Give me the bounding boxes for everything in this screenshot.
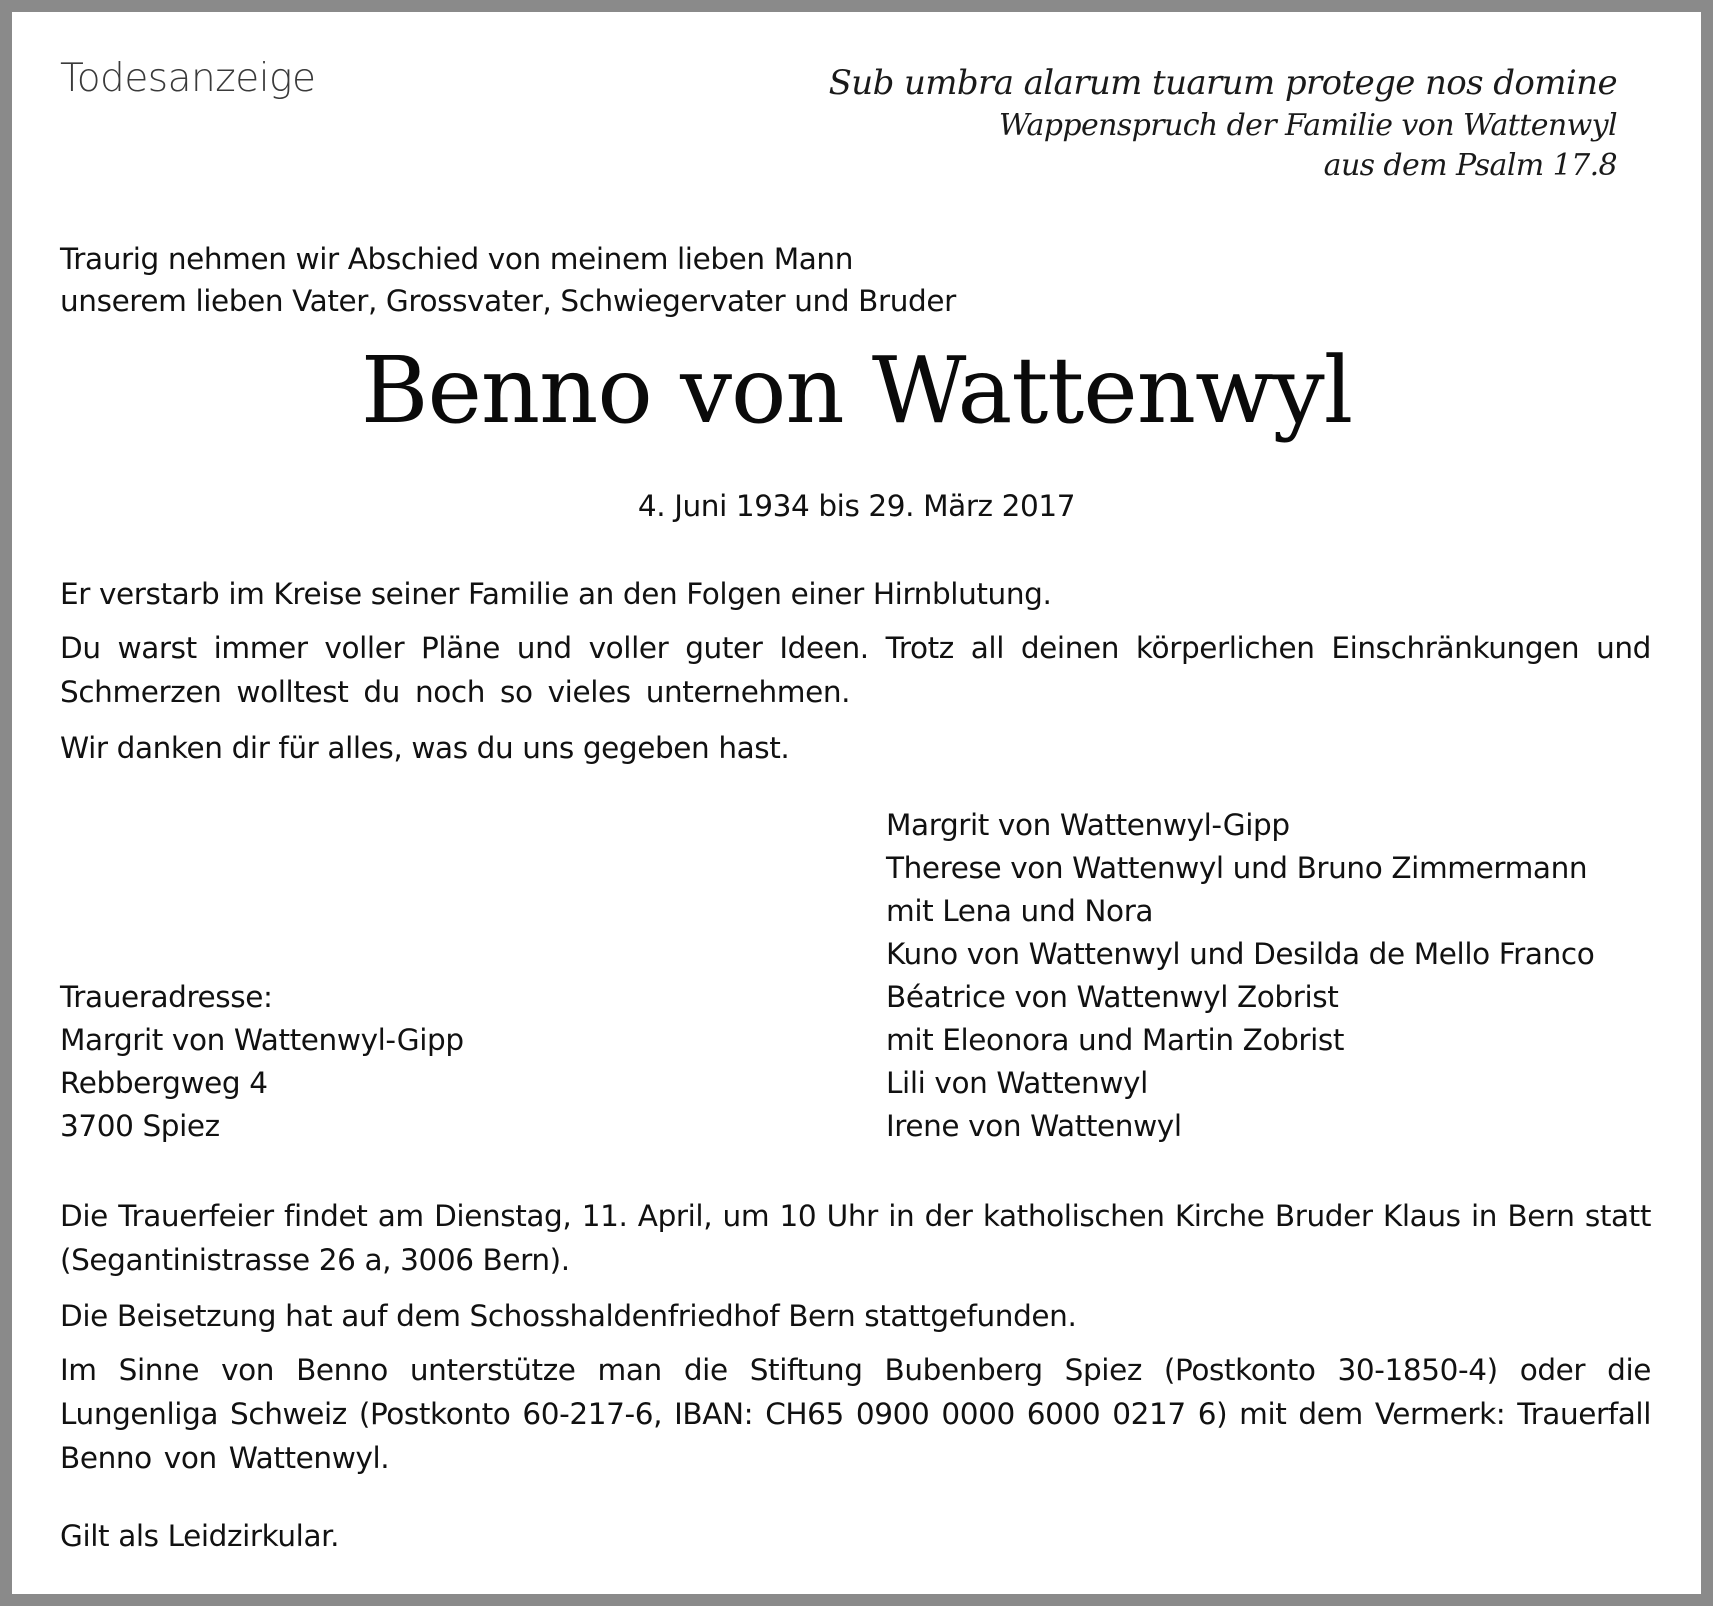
paragraph-donations: Im Sinne von Benno unterstütze man die Stiftung Bubenberg Spiez (Postkonto 30-1850-4) oder die Lungenliga Schweiz (Postkonto 60-217-6, IBAN: CH65 0900 0000 6000 0217 6) mit dem Vermerk: Trauerfall Benno von Wattenwyl. — [60, 1353, 1651, 1475]
motto-attribution: Wappenspruch der Familie von Wattenwyl — [998, 108, 1617, 143]
address-city: 3700 Spiez — [60, 1109, 220, 1143]
mourner-item: Kuno von Wattenwyl und Desilda de Mello Franco — [886, 937, 1595, 971]
family-motto — [829, 60, 1617, 186]
mourner-item: Therese von Wattenwyl und Bruno Zimmermann — [886, 851, 1588, 885]
address-street: Rebbergweg 4 — [60, 1066, 268, 1100]
mourner-item: Béatrice von Wattenwyl Zobrist — [886, 980, 1339, 1014]
mourner-item: Margrit von Wattenwyl-Gipp — [886, 808, 1290, 842]
intro-line-2: unserem lieben Vater, Grossvater, Schwiegervater und Bruder — [60, 284, 956, 318]
paragraph-funeral-service: Die Trauerfeier findet am Dienstag, 11. April, um 10 Uhr in der katholischen Kirche Bruder Klaus in Bern statt (Segantinistrasse 26 a, 3006 Bern). — [60, 1199, 1651, 1277]
address-label: Traueradresse: — [60, 980, 273, 1014]
document-type-label: Todesanzeige — [60, 56, 316, 101]
motto-latin: Sub umbra alarum tuarum protege nos domine — [828, 63, 1617, 103]
paragraph-thanks: Wir danken dir für alles, was du uns gegeben hast. — [60, 731, 790, 765]
paragraph-remembrance: Du warst immer voller Pläne und voller guter Ideen. Trotz all deinen körperlichen Einschränkungen und Schmerzen wolltest du noch so vieles unternehmen. — [60, 631, 1651, 709]
life-dates: 4. Juni 1934 bis 29. März 2017 — [637, 489, 1076, 523]
intro-line-1: Traurig nehmen wir Abschied von meinem lieben Mann — [60, 242, 854, 276]
deceased-name: Benno von Wattenwyl — [360, 337, 1353, 444]
motto-source: aus dem Psalm 17.8 — [1323, 148, 1617, 183]
mourner-item: mit Lena und Nora — [886, 894, 1154, 928]
obituary-sheet — [12, 12, 1701, 1594]
paragraph-burial: Die Beisetzung hat auf dem Schosshaldenfriedhof Bern stattgefunden. — [60, 1299, 1077, 1333]
mourner-item: mit Eleonora und Martin Zobrist — [886, 1023, 1345, 1057]
mourner-item: Irene von Wattenwyl — [886, 1109, 1182, 1143]
address-name: Margrit von Wattenwyl-Gipp — [60, 1023, 464, 1057]
mourner-item: Lili von Wattenwyl — [886, 1066, 1148, 1100]
intro-text — [60, 238, 956, 322]
mourners-list — [886, 804, 1594, 1148]
mourning-address — [60, 976, 464, 1148]
paragraph-circular-note: Gilt als Leidzirkular. — [60, 1519, 340, 1553]
paragraph-death-cause: Er verstarb im Kreise seiner Familie an den Folgen einer Hirnblutung. — [60, 577, 1052, 611]
